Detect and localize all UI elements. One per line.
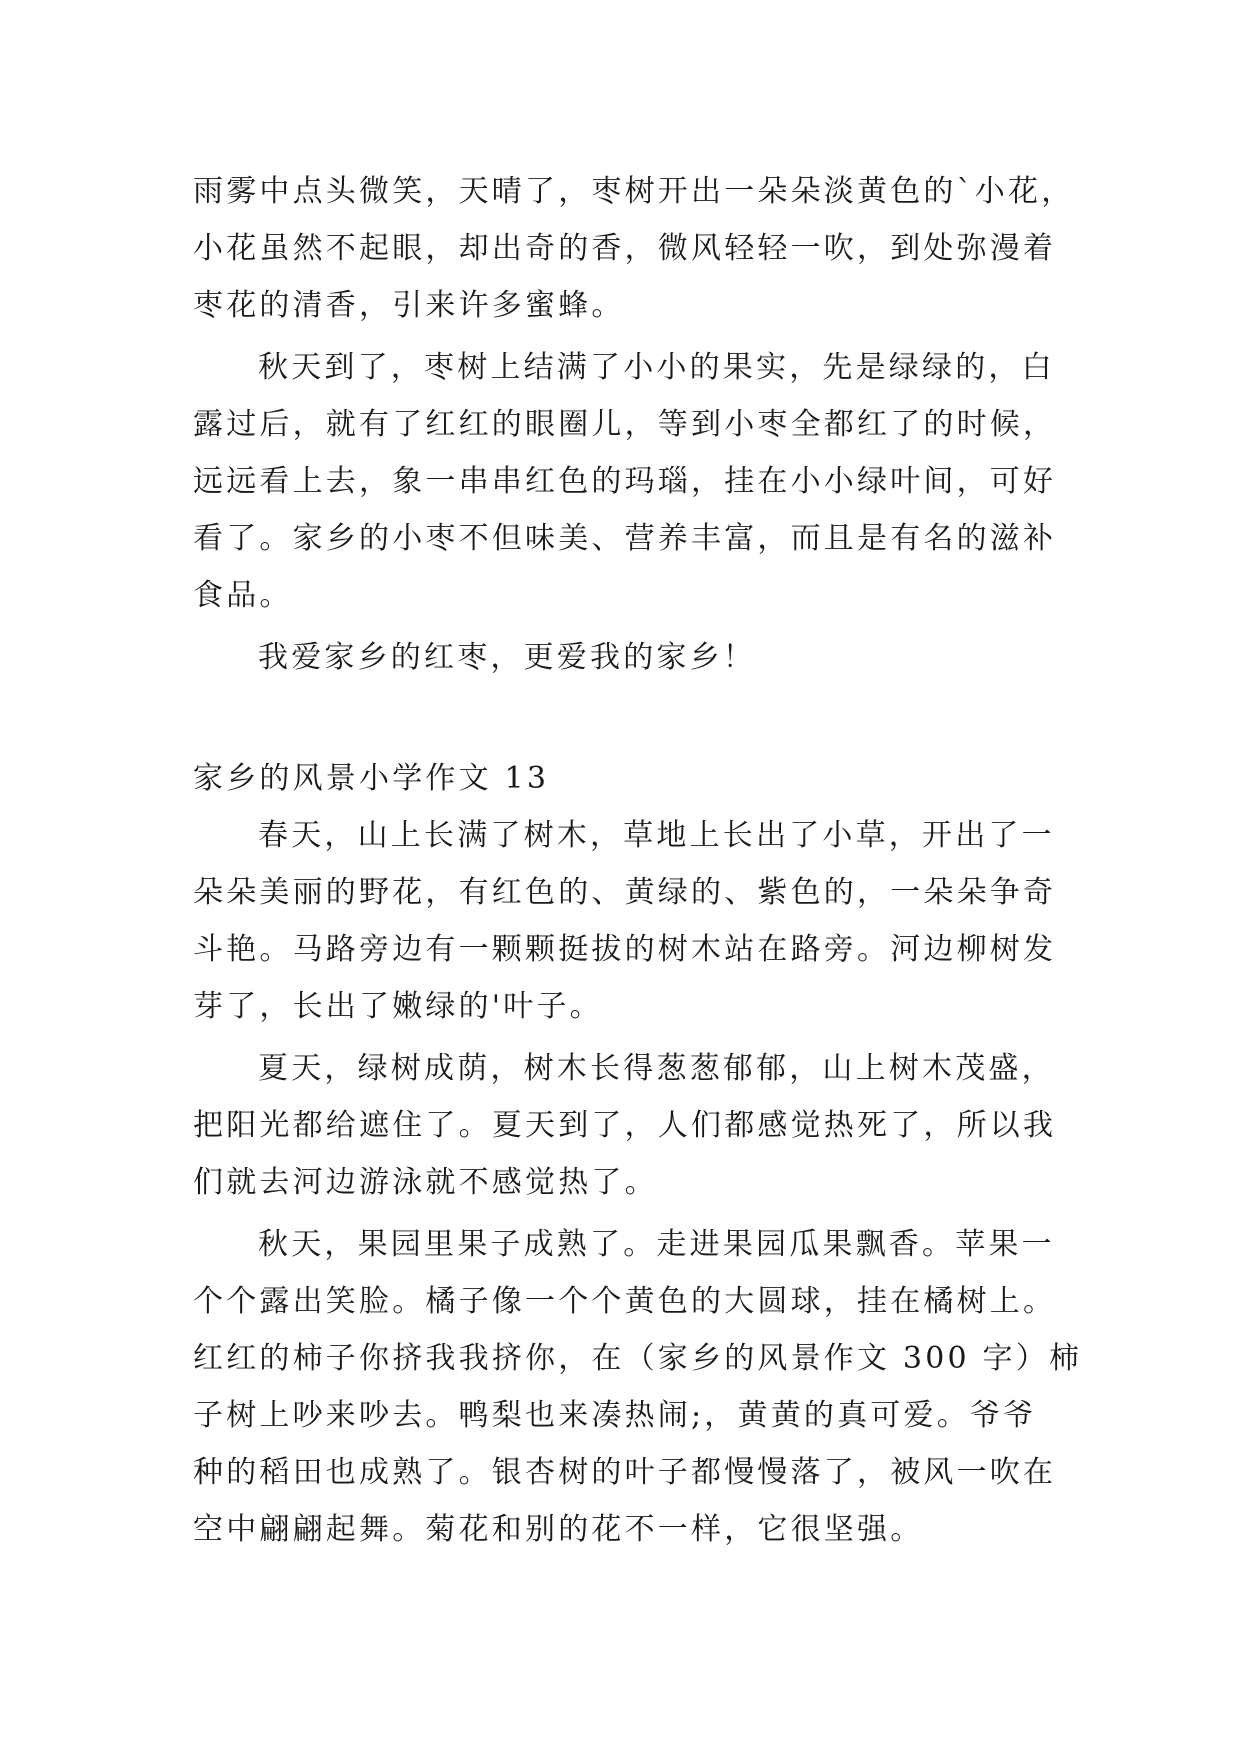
document-body (193, 163, 1173, 1558)
paragraph-line: 看了。家乡的小枣不但味美、营养丰富，而且是有名的滋补 (193, 521, 1057, 556)
section-title (193, 750, 1173, 807)
paragraph-line: 春天，山上长满了树木，草地上长出了小草，开出了一 (258, 818, 1055, 853)
paragraph-line: 空中翩翩起舞。菊花和别的花不一样，它很坚强。 (193, 1512, 924, 1547)
paragraph-line: 我爱家乡的红枣，更爱我的家乡！ (258, 640, 756, 675)
paragraph-autumn (193, 1216, 1173, 1558)
paragraph-line: 芽了，长出了嫩绿的'叶子。 (193, 989, 603, 1024)
paragraph-line: 枣花的清香，引来许多蜜蜂。 (193, 288, 625, 323)
paragraph-line: 小花虽然不起眼，却出奇的香，微风轻轻一吹，到处弥漫着 (193, 231, 1057, 266)
paragraph-line: 露过后，就有了红红的眼圈儿，等到小枣全都红了的时候， (193, 407, 1057, 442)
paragraph-line: 秋天，果园里果子成熟了。走进果园瓜果飘香。苹果一 (258, 1227, 1055, 1262)
paragraph-line: 子树上吵来吵去。鸭梨也来凑热闹;，黄黄的真可爱。爷爷 (193, 1398, 1037, 1433)
paragraph-line: 秋天到了，枣树上结满了小小的果实，先是绿绿的，白 (258, 350, 1055, 385)
paragraph-line: 红红的柿子你挤我我挤你，在（家乡的风景作文 300 字）柿 (193, 1341, 1083, 1376)
paragraph-spring (193, 807, 1173, 1035)
paragraph-line: 们就去河边游泳就不感觉热了。 (193, 1165, 658, 1200)
section-title-text: 家乡的风景小学作文 13 (193, 761, 550, 796)
paragraph-line: 个个露出笑脸。橘子像一个个黄色的大圆球，挂在橘树上。 (193, 1284, 1057, 1319)
paragraph-love-hometown (193, 629, 1173, 686)
paragraph-line: 把阳光都给遮住了。夏天到了，人们都感觉热死了，所以我 (193, 1108, 1057, 1143)
paragraph-line: 朵朵美丽的野花，有红色的、黄绿的、紫色的，一朵朵争奇 (193, 875, 1057, 910)
paragraph-autumn-jujubes (193, 339, 1173, 624)
paragraph-summer (193, 1040, 1173, 1211)
paragraph-jujube-flowers (193, 163, 1173, 334)
paragraph-line: 夏天，绿树成荫，树木长得葱葱郁郁，山上树木茂盛， (258, 1051, 1055, 1086)
paragraph-line: 食品。 (193, 578, 293, 613)
paragraph-line: 斗艳。马路旁边有一颗颗挺拔的树木站在路旁。河边柳树发 (193, 932, 1057, 967)
paragraph-line: 雨雾中点头微笑，天晴了，枣树开出一朵朵淡黄色的`小花， (193, 174, 1075, 209)
paragraph-line: 远远看上去，象一串串红色的玛瑙，挂在小小绿叶间，可好 (193, 464, 1057, 499)
paragraph-line: 种的稻田也成熟了。银杏树的叶子都慢慢落了，被风一吹在 (193, 1455, 1057, 1490)
